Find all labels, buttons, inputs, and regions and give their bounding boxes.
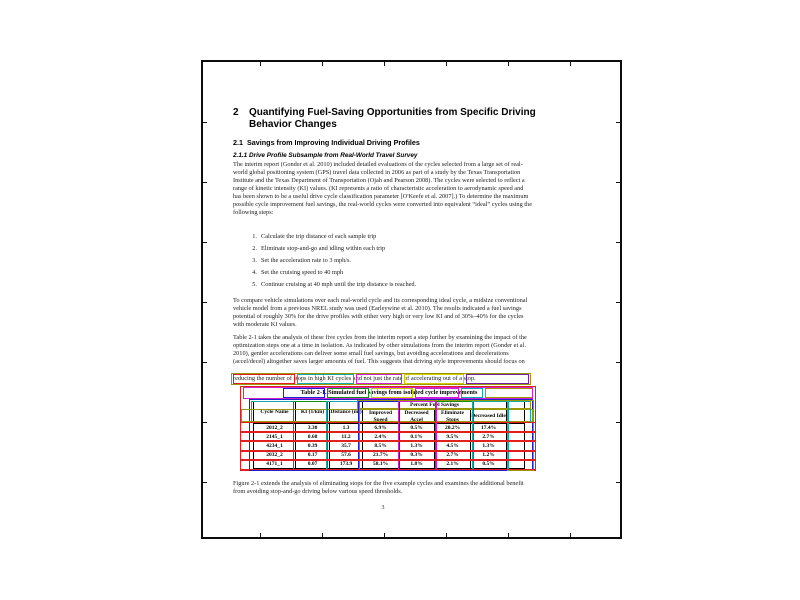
- chapter-number: 2: [233, 107, 239, 118]
- table-row: [254, 433, 525, 442]
- axis-tick: [616, 422, 620, 423]
- table-cell: 8.5%: [363, 442, 399, 451]
- table-cell: 2032_2: [254, 451, 296, 460]
- figure-frame: [201, 60, 622, 539]
- table-cell: 2.4%: [363, 433, 399, 442]
- section-heading: [233, 138, 573, 147]
- axis-tick: [616, 362, 620, 363]
- col-header-empty: [507, 402, 525, 424]
- table-cell: 2145_1: [254, 433, 296, 442]
- table-cell: 1.3%: [471, 442, 507, 451]
- subsection-number: 2.1.1: [233, 152, 248, 159]
- axis-tick: [616, 302, 620, 303]
- table-cell: 0.39: [296, 442, 330, 451]
- col-header-decreased-accel: Decreased Accel: [399, 410, 435, 424]
- table-cell: 173.9: [330, 460, 363, 469]
- axis-tick: [203, 482, 207, 483]
- table-row: [254, 451, 525, 460]
- axis-tick: [570, 533, 571, 537]
- table-cell: 21.7%: [363, 451, 399, 460]
- axis-tick: [203, 362, 207, 363]
- table-cell: 4234_1: [254, 442, 296, 451]
- col-header-ki: KI (1/km): [296, 402, 330, 424]
- table-cell: 58.1%: [363, 460, 399, 469]
- table-cell: 57.6: [330, 451, 363, 460]
- table-cell: 2.7%: [471, 433, 507, 442]
- table-row: [254, 442, 525, 451]
- subsection-title: Drive Profile Subsample from Real-World Travel Survey: [249, 152, 418, 159]
- table-cell: 20.2%: [435, 424, 471, 433]
- table-cell: 0.17: [296, 451, 330, 460]
- table-caption: Table 2-1. Simulated fuel savings from isolated cycle improvements: [300, 389, 478, 396]
- axis-tick: [203, 422, 207, 423]
- col-header-improved-speed: Improved Speed: [363, 410, 399, 424]
- paragraph-figure-reference: Figure 2-1 extends the analysis of eliminating stops for the five example cycles and examines the additional benefit from avoiding stop-and-go driving below various speed thresholds.: [233, 480, 524, 495]
- table-cell: 0.07: [296, 460, 330, 469]
- list-item: 3. Set the acceleration rate to 3 mph/s.: [252, 257, 352, 264]
- table-cell: 6.9%: [363, 424, 399, 433]
- fuel-savings-table: [253, 401, 525, 469]
- table-row: [254, 460, 525, 469]
- paragraph-intro: The interim report (Gonder et al. 2010) included detailed evaluations of the cycles selected from a large set of real-world global positioning system (GPS) travel data collected in 2006 as part of a study by the Texas Transportation Institute and the Texas Department of Transportation (Ojah and Pearson 2008). The cycles were selected to reflect a range of kinetic intensity (KI) values. (KI represents a ratio of characteristic acceleration to aerodynamic speed and has been shown to be a useful drive cycle classification parameter [O'Keefe et al. 2007].) To determine the maximum possible cycle improvement fuel savings, the real-world cycles were converted into equivalent “ideal” cycles using the following steps:: [233, 161, 532, 216]
- table-cell: 35.7: [330, 442, 363, 451]
- list-item: 4. Set the cruising speed to 40 mph: [252, 269, 344, 276]
- group-header-percent-fuel-savings: Percent Fuel Savings: [363, 402, 507, 410]
- list-item: 2. Eliminate stop-and-go and idling within each trip: [252, 245, 386, 252]
- table-cell: [507, 433, 525, 442]
- axis-tick: [446, 62, 447, 66]
- table-cell: 4171_1: [254, 460, 296, 469]
- table-cell: 11.2: [330, 433, 363, 442]
- table-cell: 0.3%: [399, 451, 435, 460]
- paragraph-comparison: To compare vehicle simulations over each real-world cycle and its corresponding ideal cycle, a midsize conventional vehicle model from a previous NREL study was used (Earleywine et al. 2010). The results indicated a fuel savings potential of roughly 30% for the drive profiles with either very high or very low KI and of 30%–40% for the cycles with moderate KI values.: [233, 297, 528, 328]
- axis-tick: [384, 62, 385, 66]
- table-cell: [507, 442, 525, 451]
- axis-tick: [260, 62, 261, 66]
- axis-tick: [322, 533, 323, 537]
- table-cell: 3.30: [296, 424, 330, 433]
- table-cell: 1.8%: [399, 460, 435, 469]
- axis-tick: [616, 182, 620, 183]
- table-cell: [507, 451, 525, 460]
- table-cell: 0.1%: [399, 433, 435, 442]
- col-header-cycle-name: Cycle Name: [254, 402, 296, 424]
- col-header-eliminate-stops: Eliminate Stops: [435, 410, 471, 424]
- page-number: 3: [381, 505, 385, 511]
- table-cell: 2.7%: [435, 451, 471, 460]
- table-cell: 0.68: [296, 433, 330, 442]
- table-cell: 1.3: [330, 424, 363, 433]
- axis-tick: [203, 122, 207, 123]
- table-cell: 4.5%: [435, 442, 471, 451]
- list-item: 5. Continue cruising at 40 mph until the trip distance is reached.: [252, 281, 417, 288]
- col-header-decreased-idle: Decreased Idle: [471, 410, 507, 424]
- table-cell: 2012_2: [254, 424, 296, 433]
- section-title: Savings from Improving Individual Driving Profiles: [247, 138, 420, 147]
- table-cell: 2.1%: [435, 460, 471, 469]
- axis-tick: [508, 62, 509, 66]
- table-cell: 1.2%: [471, 451, 507, 460]
- paragraph-table-discussion-last-line: reducing the number of stops in high KI cycles and not just the rate of accelerating out of a stop.: [233, 375, 476, 382]
- axis-tick: [203, 182, 207, 183]
- axis-tick: [616, 242, 620, 243]
- paragraph-table-discussion: Table 2-1 takes the analysis of these five cycles from the interim report a step further by examining the impact of the optimization steps one at a time in isolation. As indicated by other simulations from the interim report (Gonder et al. 2010), gentler accelerations can deliver some small fuel savings, but avoiding accelerations and decelerations (accel/decel) altogether saves larger amounts of fuel. This suggests that driving style improvements should focus on: [233, 334, 527, 365]
- axis-tick: [616, 122, 620, 123]
- axis-tick: [260, 533, 261, 537]
- axis-tick: [446, 533, 447, 537]
- subsection-heading: [233, 152, 573, 159]
- axis-tick: [616, 482, 620, 483]
- table-row: [254, 424, 525, 433]
- axis-tick: [508, 533, 509, 537]
- section-number: 2.1: [233, 138, 243, 147]
- chapter-heading: [233, 107, 583, 131]
- col-header-distance: Distance (mi): [330, 402, 363, 424]
- table-cell: [507, 460, 525, 469]
- table-cell: 0.5%: [471, 460, 507, 469]
- table-cell: 9.5%: [435, 433, 471, 442]
- axis-tick: [570, 62, 571, 66]
- axis-tick: [203, 302, 207, 303]
- axis-tick: [322, 62, 323, 66]
- table-cell: [507, 424, 525, 433]
- axis-tick: [384, 533, 385, 537]
- list-item: 1. Calculate the trip distance of each sample trip: [252, 233, 377, 240]
- chapter-title: Quantifying Fuel-Saving Opportunities from Specific Driving Behavior Changes: [249, 107, 536, 130]
- table-cell: 0.5%: [399, 424, 435, 433]
- table-cell: 17.4%: [471, 424, 507, 433]
- table-cell: 1.3%: [399, 442, 435, 451]
- axis-tick: [203, 242, 207, 243]
